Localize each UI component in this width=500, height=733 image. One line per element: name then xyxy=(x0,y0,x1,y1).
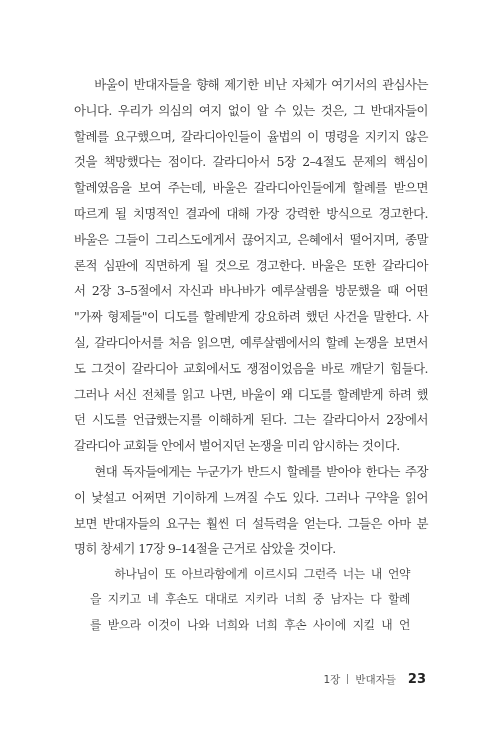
body-line: 아니다. 우리가 의심의 여지 없이 알 수 있는 것은, 그 반대자들이 xyxy=(74,102,428,118)
page-number: 23 xyxy=(407,672,426,687)
chapter-label: 1장 xyxy=(323,674,341,686)
body-line: 현대 독자들에게는 누군가가 반드시 할례를 받아야 한다는 주장 xyxy=(74,463,428,479)
body-line: 그러나 서신 전체를 읽고 나면, 바울이 왜 디도를 할례받게 하려 했 xyxy=(74,386,428,402)
quote-line: 하나님이 또 아브라함에게 이르시되 그런즉 너는 내 언약 xyxy=(90,567,410,581)
body-line: 도 그것이 갈라디아 교회에서도 쟁점이었음을 바로 깨닫기 힘들다. xyxy=(74,360,428,376)
page-footer xyxy=(324,672,427,687)
body-line: 서 2장 3–5절에서 자신과 바나바가 예루살렘을 방문했을 때 어떤 xyxy=(74,283,428,299)
body-line: 던 시도를 언급했는지를 이해하게 된다. 그는 갈라디아서 2장에서 xyxy=(74,412,428,428)
body-line: 이 낯설고 어쩌면 기이하게 느껴질 수도 있다. 그러나 구약을 읽어 xyxy=(74,489,428,505)
body-line: 따르게 될 치명적인 결과에 대해 가장 강력한 방식으로 경고한다. xyxy=(74,205,428,221)
body-line: 것을 책망했다는 점이다. 갈라디아서 5장 2–4절도 문제의 핵심이 xyxy=(74,154,428,170)
body-line: 보면 반대자들의 요구는 훨씬 더 설득력을 얻는다. 그들은 아마 분 xyxy=(74,515,428,531)
body-line: 실, 갈라디아서를 처음 읽으면, 예루살렘에서의 할례 논쟁을 보면서 xyxy=(74,334,428,350)
body-line: "가짜 형제들"이 디도를 할례받게 강요하려 했던 사건을 말한다. 사 xyxy=(74,309,428,325)
body-line: 바울은 그들이 그리스도에게서 끊어지고, 은혜에서 떨어지며, 종말 xyxy=(74,231,428,247)
scripture-quote xyxy=(90,562,410,638)
body-line: 바울이 반대자들을 향해 제기한 비난 자체가 여기서의 관심사는 xyxy=(74,77,428,92)
body-text xyxy=(74,72,428,562)
quote-line: 를 받으라 이것이 나와 너희와 너희 후손 사이에 지킬 내 언 xyxy=(90,617,410,632)
body-line: 명히 창세기 17장 9–14절을 근거로 삼았을 것이다. xyxy=(74,541,336,557)
body-line: 할례를 요구했으며, 갈라디아인들이 율법의 이 명령을 지키지 않은 xyxy=(74,128,428,144)
quote-line: 을 지키고 네 후손도 대대로 지키라 너희 중 남자는 다 할례 xyxy=(90,592,410,607)
body-line: 갈라디아 교회들 안에서 벌어지던 논쟁을 미리 암시하는 것이다. xyxy=(74,438,400,454)
body-line: 론적 심판에 직면하게 될 것으로 경고한다. 바울은 또한 갈라디아 xyxy=(74,257,428,273)
section-title: 반대자들 xyxy=(355,674,396,686)
body-line: 할례였음을 보여 주는데, 바울은 갈라디아인들에게 할례를 받으면 xyxy=(74,180,428,196)
footer-divider xyxy=(347,674,348,684)
